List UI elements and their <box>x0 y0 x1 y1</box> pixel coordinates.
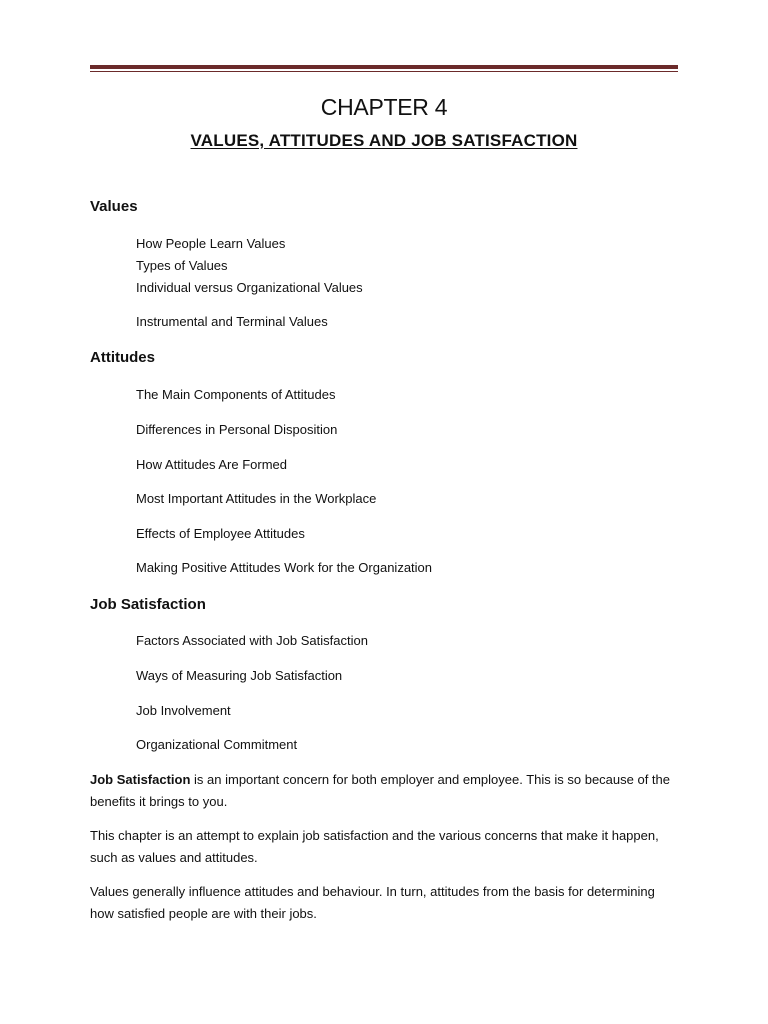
list-item: Organizational Commitment <box>136 737 298 752</box>
list-item: Effects of Employee Attitudes <box>136 526 305 541</box>
section-heading-attitudes: Attitudes <box>90 349 155 366</box>
body-paragraph-3: Values generally influence attitudes and behaviour. In turn, attitudes from the basis for determining how satisfied people are with their jobs. <box>90 884 655 921</box>
list-item: How Attitudes Are Formed <box>136 457 288 472</box>
header-rule-thin <box>90 71 678 72</box>
list-item: Ways of Measuring Job Satisfaction <box>136 668 343 683</box>
list-item: Factors Associated with Job Satisfaction <box>136 633 368 648</box>
list-item: Individual versus Organizational Values <box>136 280 363 295</box>
header-rule-thick <box>90 65 678 69</box>
section-heading-values: Values <box>90 198 138 215</box>
paragraph-text: is an important concern for both employer and employee. This is so because of the benefits it brings to you. <box>90 772 670 809</box>
body-paragraph-1 <box>90 769 682 813</box>
list-item: Differences in Personal Disposition <box>136 422 338 437</box>
chapter-label: CHAPTER 4 <box>320 94 448 120</box>
list-item: The Main Components of Attitudes <box>136 387 336 402</box>
list-item: Instrumental and Terminal Values <box>136 314 328 329</box>
list-item: Making Positive Attitudes Work for the Organization <box>136 560 433 575</box>
list-item: Job Involvement <box>136 703 231 718</box>
list-item: Most Important Attitudes in the Workplace <box>136 491 377 506</box>
list-item: Types of Values <box>136 258 228 273</box>
section-heading-job-satisfaction: Job Satisfaction <box>90 596 206 613</box>
body-paragraph-2: This chapter is an attempt to explain job satisfaction and the various concerns that make it happen, such as values and attitudes. <box>90 828 659 865</box>
paragraph-bold-term: Job Satisfaction <box>90 772 191 787</box>
chapter-title: VALUES, ATTITUDES AND JOB SATISFACTION <box>190 131 578 150</box>
list-item: How People Learn Values <box>136 236 286 251</box>
